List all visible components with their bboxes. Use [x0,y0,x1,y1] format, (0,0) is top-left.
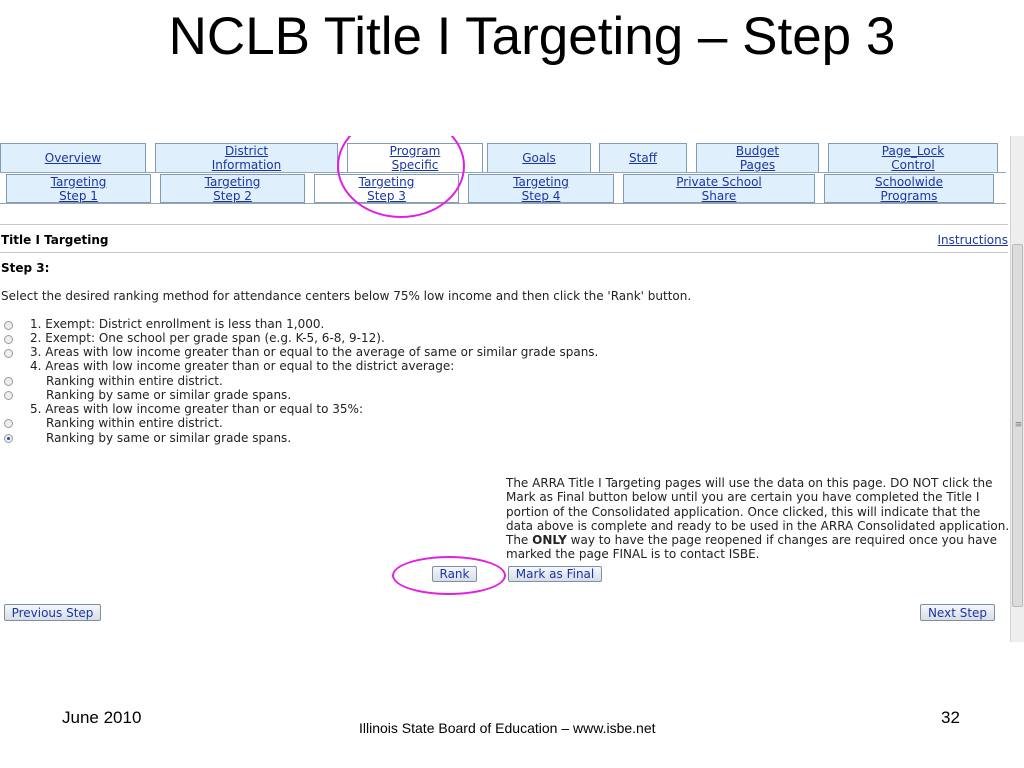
radio-option-1[interactable] [4,321,13,330]
option-label: 3. Areas with low income greater than or equal to the average of same or similar grade spans. [30,345,599,359]
next-step-button[interactable]: Next Step [920,604,995,621]
tab-budget-pages[interactable]: Budget Pages [696,143,819,173]
tab-district-information[interactable]: District Information [155,143,338,173]
radio-option-5b-selected[interactable] [4,434,13,443]
separator [0,224,1008,225]
instruction-text: Select the desired ranking method for attendance centers below 75% low income and then click the 'Rank' button. [1,289,692,303]
rank-button[interactable]: Rank [432,566,477,582]
radio-option-5a[interactable] [4,419,13,428]
instructions-link[interactable]: Instructions [937,233,1008,247]
scrollbar-thumb[interactable] [1012,244,1023,607]
footer-source: Illinois State Board of Education – www.isbe.net [359,720,656,736]
mark-as-final-button[interactable]: Mark as Final [508,566,602,582]
separator [0,252,1008,253]
option-label: Ranking within entire district. [46,416,223,430]
footer-date: June 2010 [62,708,142,727]
previous-step-button[interactable]: Previous Step [4,604,101,621]
vertical-scrollbar[interactable] [1010,136,1024,642]
tab-divider [0,172,1006,173]
slide-number: 32 [941,708,960,727]
slide-title: NCLB Title I Targeting – Step 3 [168,7,896,66]
tab-divider [0,203,1006,204]
tab-targeting-step-3[interactable]: Targeting Step 3 [314,174,459,203]
option-label: Ranking by same or similar grade spans. [46,431,292,445]
tab-program-specific[interactable]: Program Specific [347,143,483,173]
tab-overview[interactable]: Overview [0,143,146,173]
radio-option-2[interactable] [4,335,13,344]
tab-targeting-step-2[interactable]: Targeting Step 2 [160,174,305,203]
section-title: Title I Targeting [1,233,109,247]
scroll-grip-icon: ≡ [1014,420,1023,430]
option-label: 2. Exempt: One school per grade span (e.g. K-5, 6-8, 9-12). [30,331,385,345]
option-label: 1. Exempt: District enrollment is less than 1,000. [30,317,325,331]
step-label: Step 3: [1,261,50,275]
tab-goals[interactable]: Goals [487,143,591,173]
radio-option-4a[interactable] [4,377,13,386]
tab-staff[interactable]: Staff [599,143,687,173]
finalize-warning-text: The ARRA Title I Targeting pages will use the data on this page. DO NOT click the Mark as Final button below until you are certain you have completed the Title I portion of the Consolidated application. Once clicked, this will indicate that the data above is complete and ready to be used in the ARRA Consolidated application. The ONLY way to have the page reopened if changes are required once you have marked the page FINAL is to contact ISBE. [506,476,1010,562]
option-group-label: 4. Areas with low income greater than or equal to the district average: [30,359,455,373]
option-label: Ranking by same or similar grade spans. [46,388,292,402]
radio-option-4b[interactable] [4,391,13,400]
radio-option-3[interactable] [4,349,13,358]
tab-private-school-share[interactable]: Private School Share [623,174,815,203]
option-label: Ranking within entire district. [46,374,223,388]
option-group-label: 5. Areas with low income greater than or equal to 35%: [30,402,364,416]
browser-screenshot [0,136,1024,642]
tab-page-lock-control[interactable]: Page_Lock Control [828,143,998,173]
tab-targeting-step-1[interactable]: Targeting Step 1 [6,174,151,203]
tab-targeting-step-4[interactable]: Targeting Step 4 [468,174,614,203]
tab-schoolwide-programs[interactable]: Schoolwide Programs [824,174,994,203]
